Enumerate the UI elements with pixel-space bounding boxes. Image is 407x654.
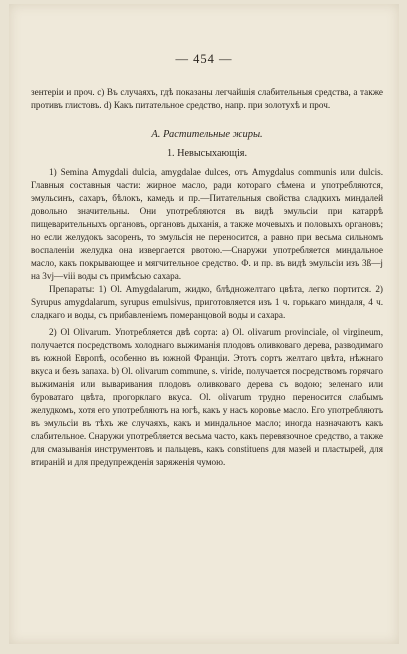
paragraph-olive-oil: 2) Ol Olivarum. Употребляется двѣ сорта: a) Ol. olivarum provinciale, ol virgineum, получается посредствомъ холоднаго выжиманія плодовъ оливковаго дерева, разводимаго въ южной Европѣ, особенно въ южной Франціи. Этотъ сортъ желтаго цвѣта, нѣжнаго вкуса и безъ запаха. b) Ol. olivarum commune, s. viride, получается посредствомъ горячаго выжиманія или вываривания плодовъ оливковаго дерева съ водою; зеленаго или буроватаго цвѣта, прогорклаго вкуса. Ol. olivarum трудно переносится слабымъ желудкомъ, хотя его употребляютъ на югѣ, какъ у насъ коровье масло. Его употребляютъ въ эмульсіи въ тѣхъ же случаяхъ, какъ и миндальное масло; иногда назначаютъ какъ слабительное. Снаружи употребляется весьма часто, какъ перевязочное средство, а также для смазыванія инструментовъ и пальцевъ, какъ constituens для мазей и пластырей, для втираній и для предупрежденія заряженія чумою. — [31, 327, 383, 467]
section-title: А. Растительные жиры. — [151, 129, 263, 140]
page-body — [31, 86, 383, 469]
intro-paragraph: зентеріи и проч. с) Въ случаяхъ, гдѣ показаны легчайшія слабительныя средства, а также противъ глистовъ. d) Какъ питательное средство, напр. при золотухѣ и проч. — [31, 87, 383, 110]
subsection-title: 1. Невысыхающія. — [166, 148, 248, 159]
page-number: — 454 — — [175, 52, 233, 66]
book-page — [9, 4, 399, 644]
paragraph-almonds: 1) Semina Amygdali dulcia, amygdalae dulces, отъ Amygdalus communis или dulcis. Главныя составныя части: жирное масло, ради котораго сѣмена и употребляются, эмульсинъ, сахаръ, бѣлокъ, камедь и пр.—Питательныя свойства сладкихъ миндалей довольно значительны. Они употребляются въ видѣ эмульсіи при катаррѣ пищеварительныхъ органовъ, органовъ дыханія, а также мочевыхъ и половыхъ органовъ; но если желудокъ засоренъ, то эмульсія не переносится, а равно при весьма сильномъ воспаленіи желудка она извергается рвотою.—Снаружи употребляется миндальное масло, какъ покрывающее и мягчительное средство. Ф. и пр. въ видѣ эмульсіи изъ 3ß—j на 3vj—viii воды съ примѣсью сахара. — [31, 167, 383, 281]
paragraph-preparations: Препараты: 1) Ol. Amygdalarum, жидко, блѣдножелтаго цвѣта, легко портится. 2) Syrupus amygdalarum, syrupus emulsivus, приготовляется изъ 1 ч. горькаго миндаля, 4 ч. сладкаго и воды, съ прибавленіемъ померанцовой воды и сахара. — [31, 284, 383, 320]
